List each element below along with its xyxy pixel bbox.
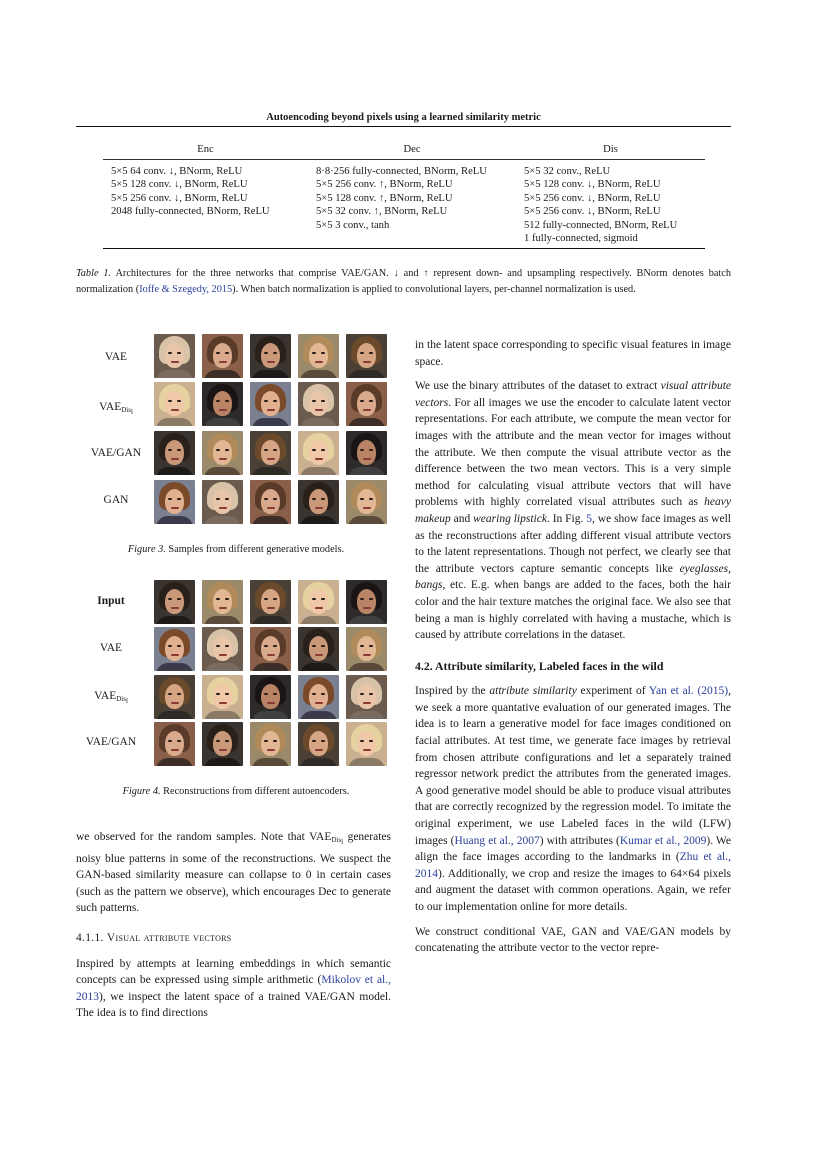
- face-image: [154, 480, 195, 524]
- face-image: [250, 675, 291, 719]
- dis-layer: 5×5 256 conv. ↓, BNorm, ReLU: [524, 206, 661, 218]
- face-image: [250, 480, 291, 524]
- face-image: [298, 580, 339, 624]
- face-image: [298, 480, 339, 524]
- face-image: [346, 627, 387, 671]
- face-image: [250, 382, 291, 426]
- face-image: [250, 334, 291, 378]
- dec-layer: 5×5 32 conv. ↑, BNorm, ReLU: [316, 206, 448, 218]
- section-heading: 4.2. Attribute similarity, Labeled faces in the wild: [415, 658, 664, 673]
- citation-link[interactable]: Zhu et al., 2014: [415, 851, 732, 880]
- face-image: [202, 480, 243, 524]
- face-image: [202, 675, 243, 719]
- dec-layer: 5×5 3 conv., tanh: [316, 219, 390, 231]
- face-image: [250, 431, 291, 475]
- face-image: [250, 580, 291, 624]
- figure-3: [76, 334, 396, 534]
- enc-layer: 2048 fully-connected, BNorm, ReLU: [111, 206, 270, 218]
- dis-column: [516, 160, 705, 249]
- right-paragraph-4: We construct conditional VAE, GAN and VAE/GAN models by concatenating the attribute vector to the vector repre-: [415, 925, 731, 955]
- right-column: [415, 337, 731, 957]
- dec-layer: 5×5 128 conv. ↑, BNorm, ReLU: [316, 192, 453, 204]
- enc-layer: 5×5 64 conv. ↓, BNorm, ReLU: [111, 166, 243, 177]
- table-header-dec: Dec: [308, 142, 516, 160]
- left-paragraph-2: Inspired by attempts at learning embeddings in which semantic concepts can be expressed using simple arithmetic (Mikolov et al., 2013), we inspect the latent space of a trained VAE/GAN model. The idea is to find directions: [76, 957, 391, 1020]
- face-image: [346, 382, 387, 426]
- face-image: [346, 480, 387, 524]
- left-column: [76, 829, 391, 1022]
- enc-layer: 5×5 256 conv. ↓, BNorm, ReLU: [111, 192, 248, 204]
- dec-layer: 8·8·256 fully-connected, BNorm, ReLU: [316, 166, 487, 177]
- table-caption-label: Table 1.: [76, 268, 112, 279]
- fig3-row-label-vae-dis: $VAE_{Dis_l}$: [99, 401, 133, 416]
- right-paragraph-3: Inspired by the attribute similarity experiment of Yan et al. (2015), we seek a more quantative evaluation of our generated images. The idea is to learn a generative model for face images conditioned on facial attributes. At test time, we generate face images by retrieval from chosen attribute configurations and let a separately trained regressor network predict the attributes from the generated images. A good generative model should be able to produce visual attributes that are correctly recognized by the regression model. To imitate the original experiment, we use Labeled faces in the wild (LFW) images (Huang et al., 2007) with attributes (Kumar et al., 2009). We align the face images according to the landmarks in (Zhu et al., 2014). Additionally, we crop and resize the images to 64×64 pixels and augment the dataset with common operations. Again, we refer to our implementation online for more details.: [415, 685, 732, 913]
- architecture-table: [103, 142, 705, 249]
- face-image: [202, 334, 243, 378]
- fig4-row-label-vaegan: VAE/GAN: [85, 736, 137, 748]
- left-paragraph-1: we observed for the random samples. Note that $VAE_{Dis_l}$ generates noisy blue patterns in some of the reconstructions. We suspect the GAN-based similarity measure can collapse to 0 in certain cases (such as the pattern we observe), which encourages Dec to generate such patterns.: [76, 831, 391, 915]
- dis-layer: 1 fully-connected, sigmoid: [524, 233, 638, 245]
- face-image: [202, 382, 243, 426]
- enc-layer: 5×5 128 conv. ↓, BNorm, ReLU: [111, 179, 248, 191]
- face-image: [154, 722, 195, 766]
- enc-column: [103, 160, 308, 249]
- face-image: [154, 627, 195, 671]
- dis-layer: 512 fully-connected, BNorm, ReLU: [524, 219, 678, 231]
- right-paragraph-2: We use the binary attributes of the dataset to extract visual attribute vectors. For all images we use the encoder to calculate latent vector representations. For each attribute, we compute the mean vector for images with the attribute and the mean vector for images without the attribute. We then compute the visual attribute vector as the difference between the two mean vectors. This is a very simple method for calculating visual attribute vectors that will have problems with highly correlated visual attributes such as heavy makeup and wearing lipstick. In Fig. 5, we show face images as well as the reconstructions after adding different visual attribute vectors to the latent representations. Though not perfect, we clearly see that the attribute vectors capture semantic concepts like eyeglasses, bangs, etc. E.g. when bangs are added to the faces, both the hair color and the hair texture matches the original face. We also see that being a man is highly correlated with having a mustache, which is caused by attribute correlations in the dataset.: [415, 380, 731, 642]
- citation-link[interactable]: Ioffe & Szegedy, 2015: [139, 284, 233, 295]
- right-paragraph-1: in the latent space corresponding to specific visual features in image space.: [415, 339, 731, 368]
- face-image: [202, 580, 243, 624]
- table-caption: Table 1. Architectures for the three networks that comprise VAE/GAN. ↓ and ↑ represent down- and upsampling respectively. BNorm denotes batch normalization (Ioffe & Szegedy, 2015). When batch normalization is applied to convolutional layers, per-channel normalization is used.: [76, 268, 731, 295]
- citation-link[interactable]: Kumar et al., 2009: [619, 834, 707, 847]
- face-image: [154, 334, 195, 378]
- face-image: [154, 431, 195, 475]
- face-image: [298, 627, 339, 671]
- face-image: [202, 627, 243, 671]
- dec-column: [308, 160, 516, 249]
- face-image: [346, 431, 387, 475]
- dis-layer: 5×5 128 conv. ↓, BNorm, ReLU: [524, 179, 661, 191]
- fig3-row-label-gan: GAN: [103, 494, 129, 506]
- fig3-row-label-vae: VAE: [104, 351, 128, 363]
- header-rule: [76, 126, 731, 127]
- citation-link[interactable]: Yan et al. (2015): [648, 685, 729, 698]
- citation-link[interactable]: Huang et al., 2007: [454, 834, 540, 847]
- citation-link[interactable]: Mikolov et al., 2013: [76, 974, 391, 1003]
- face-image: [250, 722, 291, 766]
- face-image: [298, 675, 339, 719]
- dec-layer: 5×5 256 conv. ↑, BNorm, ReLU: [316, 179, 453, 191]
- fig4-row-label-vae-dis: $VAE_{Dis_l}$: [94, 690, 128, 705]
- fig4-row-label-input: Input: [97, 595, 125, 607]
- figure-3-caption: Figure 3. Samples from different generative models.: [127, 544, 345, 555]
- subsection-heading: 4.1.1. Visual attribute vectors: [76, 931, 232, 944]
- face-image: [298, 431, 339, 475]
- face-image: [202, 722, 243, 766]
- face-image: [202, 431, 243, 475]
- dis-layer: 5×5 256 conv. ↓, BNorm, ReLU: [524, 192, 661, 204]
- face-image: [154, 675, 195, 719]
- face-image: [154, 382, 195, 426]
- face-image: [346, 675, 387, 719]
- dis-layer: 5×5 32 conv., ReLU: [524, 166, 611, 177]
- face-image: [298, 382, 339, 426]
- face-image: [250, 627, 291, 671]
- face-image: [298, 722, 339, 766]
- face-image: [154, 580, 195, 624]
- table-header-enc: Enc: [103, 142, 308, 160]
- figure-link[interactable]: 5: [586, 512, 593, 525]
- running-head: Autoencoding beyond pixels using a learned similarity metric: [266, 112, 541, 123]
- fig4-row-label-vae: VAE: [99, 642, 123, 654]
- face-image: [346, 580, 387, 624]
- face-image: [298, 334, 339, 378]
- face-image: [346, 722, 387, 766]
- figure-4-caption: Figure 4. Reconstructions from different autoencoders.: [122, 786, 350, 797]
- table-header-dis: Dis: [516, 142, 705, 160]
- face-image: [346, 334, 387, 378]
- fig3-row-label-vaegan: VAE/GAN: [90, 447, 142, 459]
- figure-4: [76, 578, 396, 768]
